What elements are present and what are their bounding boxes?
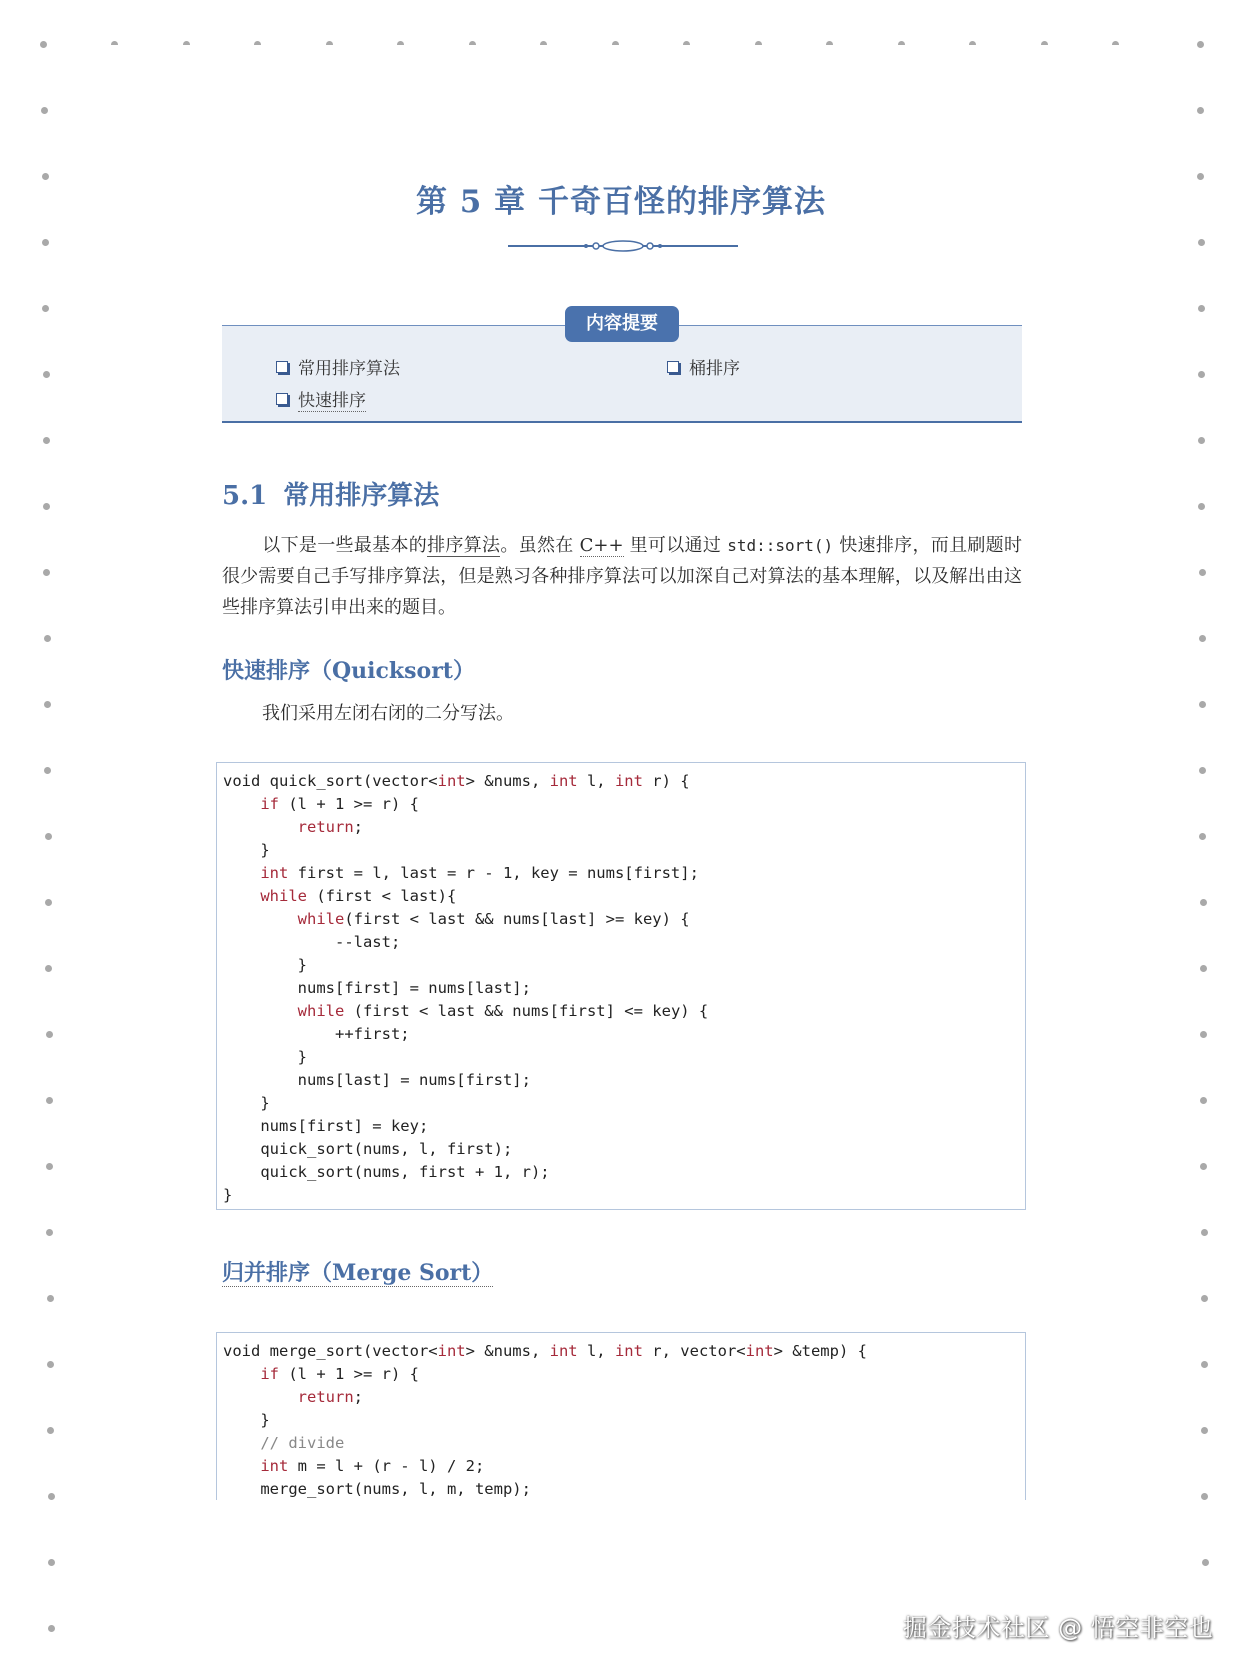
code-line	[223, 1409, 1019, 1432]
binder-dot-icon	[1200, 899, 1207, 906]
code-text	[223, 1002, 298, 1020]
code-line	[223, 839, 1019, 862]
binder-dot-icon	[1199, 833, 1206, 840]
binder-dot-icon	[48, 1493, 55, 1500]
code-text: (first < last && nums[last] >= key) {	[344, 910, 690, 928]
binder-dot-icon	[755, 41, 762, 45]
text: 里可以通过	[623, 535, 728, 556]
code-text: ;	[353, 1388, 363, 1406]
code-keyword: int	[745, 1342, 774, 1360]
text: 以下是一些最基本的	[262, 535, 428, 556]
code-text: void merge_sort(vector<	[223, 1342, 438, 1360]
code-text: > &nums,	[465, 772, 550, 790]
code-keyword: int	[549, 1342, 578, 1360]
code-text: > &nums,	[465, 1342, 550, 1360]
code-line	[223, 1138, 1019, 1161]
code-text: (first < last && nums[first] <= key) {	[344, 1002, 709, 1020]
code-line	[223, 1092, 1019, 1115]
binder-dot-icon	[46, 1097, 53, 1104]
sorting-link[interactable]: 排序算法	[427, 535, 501, 556]
code-text	[223, 1434, 260, 1452]
binder-dot-icon	[1200, 965, 1207, 972]
code-text: first = l, last = r - 1, key = nums[first];	[288, 864, 699, 882]
binder-dot-icon	[397, 41, 404, 45]
code-text	[223, 887, 260, 905]
code-text: ;	[353, 818, 363, 836]
binder-dot-icon	[1201, 1427, 1208, 1434]
binder-dot-icon	[43, 371, 50, 378]
code-keyword: int	[437, 772, 466, 790]
binder-dot-icon	[1041, 41, 1048, 45]
mergesort-title-text[interactable]: 归并排序（Merge Sort）	[222, 1260, 494, 1286]
code-text	[223, 1365, 260, 1383]
code-text: nums[first] = nums[last];	[223, 979, 531, 997]
binder-dot-icon	[44, 701, 51, 708]
binder-dot-icon	[1200, 1031, 1207, 1038]
summary-item[interactable]	[276, 386, 366, 412]
code-line	[223, 1455, 1019, 1478]
binder-dot-icon	[1112, 41, 1119, 45]
quicksort-code-block	[216, 762, 1026, 1210]
code-keyword: int	[549, 772, 578, 790]
intro-paragraph	[222, 530, 1022, 623]
mergesort-title	[222, 1256, 493, 1287]
binder-dot-icon	[41, 107, 48, 114]
code-text: l,	[577, 1342, 615, 1360]
code-line	[223, 954, 1019, 977]
binder-dot-icon	[1198, 239, 1205, 246]
code-keyword: return	[297, 1388, 354, 1406]
code-text: }	[223, 1411, 270, 1429]
binder-dot-icon	[1202, 1559, 1209, 1566]
ornament-divider-icon	[508, 238, 738, 254]
chapter-title: 第 5 章 千奇百怪的排序算法	[416, 184, 826, 220]
binder-dot-icon	[1198, 371, 1205, 378]
binder-dot-icon	[47, 1361, 54, 1368]
binder-dot-icon	[1197, 107, 1204, 114]
code-line	[223, 1000, 1019, 1023]
binder-dot-icon	[43, 569, 50, 576]
binder-dot-icon	[1198, 503, 1205, 510]
code-text: nums[last] = nums[first];	[223, 1071, 531, 1089]
binder-dot-icon	[48, 1625, 55, 1632]
code-line	[223, 816, 1019, 839]
binder-dot-icon	[45, 965, 52, 972]
code-text	[223, 864, 260, 882]
mergesort-code-block	[216, 1332, 1026, 1500]
code-line	[223, 770, 1019, 793]
binder-dot-icon	[1198, 437, 1205, 444]
code-text: r) {	[642, 772, 690, 790]
code-text: r, vector<	[642, 1342, 746, 1360]
code-text: ++first;	[223, 1025, 410, 1043]
binder-dot-icon	[183, 41, 190, 45]
section-title	[222, 475, 439, 512]
binder-dot-icon	[1199, 701, 1206, 708]
code-text: quick_sort(nums, first + 1, r);	[223, 1163, 550, 1181]
binder-dot-icon	[254, 41, 261, 45]
code-line	[223, 793, 1019, 816]
summary-item-label: 快速排序	[298, 386, 366, 412]
code-text: }	[223, 841, 270, 859]
code-text: }	[223, 1186, 233, 1204]
binder-dot-icon	[47, 1295, 54, 1302]
binder-dot-icon	[45, 899, 52, 906]
watermark: 掘金技术社区 @ 悟空非空也	[903, 1614, 1214, 1642]
code-text: quick_sort(nums, l, first);	[223, 1140, 513, 1158]
code-line	[223, 1340, 1019, 1363]
code-keyword: return	[297, 818, 354, 836]
binder-dot-icon	[46, 1031, 53, 1038]
code-text: (l + 1 >= r) {	[279, 1365, 419, 1383]
code-keyword: if	[260, 795, 279, 813]
code-line	[223, 977, 1019, 1000]
code-line	[223, 1386, 1019, 1409]
binder-dot-icon	[1199, 569, 1206, 576]
code-text: }	[223, 1048, 307, 1066]
summary-item[interactable]	[276, 354, 400, 379]
binder-dot-icon	[46, 1229, 53, 1236]
binder-dot-icon	[1198, 305, 1205, 312]
code-line	[223, 1478, 1019, 1501]
checkbox-icon	[276, 393, 288, 405]
binder-dot-icon	[1199, 767, 1206, 774]
binder-dot-icon	[1201, 1229, 1208, 1236]
text: 快速排序，而且刷题时很少需要自己手写排序算法，但是熟习各种排序算法可以加深自己对算法的基本理解，以及解出由这些排序算法引申出来的题目。	[222, 535, 1022, 618]
binder-dot-icon	[40, 41, 47, 48]
binder-dot-icon	[898, 41, 905, 45]
checkbox-icon	[276, 361, 288, 373]
summary-item-label: 常用排序算法	[298, 359, 400, 379]
code-text: }	[223, 1094, 270, 1112]
text: 我们采用左闭右闭的二分写法。	[262, 703, 514, 724]
code-text	[223, 795, 260, 813]
code-comment: // divide	[260, 1434, 345, 1452]
binder-dot-icon	[1201, 1361, 1208, 1368]
code-line	[223, 862, 1019, 885]
code-text: }	[223, 956, 307, 974]
binder-dot-icon	[44, 635, 51, 642]
binder-dot-icon	[45, 833, 52, 840]
code-line	[223, 1363, 1019, 1386]
code-text: void quick_sort(vector<	[223, 772, 438, 790]
binder-dot-icon	[43, 437, 50, 444]
code-line	[223, 1161, 1019, 1184]
binder-dot-icon	[469, 41, 476, 45]
binder-dot-icon	[48, 1559, 55, 1566]
code-keyword: int	[437, 1342, 466, 1360]
code-line	[223, 1184, 1019, 1207]
code-keyword: while	[297, 1002, 345, 1020]
code-keyword: int	[260, 864, 289, 882]
binder-dot-icon	[969, 41, 976, 45]
cpp-link[interactable]: C++	[579, 535, 624, 556]
code-keyword: while	[297, 910, 345, 928]
checkbox-icon	[667, 361, 679, 373]
section-title-text: 常用排序算法	[283, 481, 440, 511]
code-line	[223, 1046, 1019, 1069]
text: 。虽然在	[500, 535, 580, 556]
code-keyword: int	[260, 1457, 289, 1475]
binder-dot-icon	[683, 41, 690, 45]
code-text: > &temp) {	[773, 1342, 867, 1360]
binder-dot-icon	[43, 503, 50, 510]
code-text	[223, 910, 298, 928]
code-text: l,	[577, 772, 615, 790]
binder-dot-icon	[540, 41, 547, 45]
binder-dot-icon	[326, 41, 333, 45]
binder-dot-icon	[1201, 1295, 1208, 1302]
binder-dot-icon	[1199, 635, 1206, 642]
binder-dot-icon	[1201, 1493, 1208, 1500]
code-text: m = l + (r - l) / 2;	[288, 1457, 485, 1475]
quicksort-description	[222, 698, 1022, 729]
binder-dot-icon	[1200, 1163, 1207, 1170]
binder-dot-icon	[42, 239, 49, 246]
summary-item-label: 桶排序	[689, 359, 740, 379]
binder-dot-icon	[1197, 41, 1204, 48]
code-text: (l + 1 >= r) {	[279, 795, 419, 813]
code-text: nums[first] = key;	[223, 1117, 429, 1135]
summary-tag: 内容提要	[565, 306, 679, 342]
binder-dot-icon	[46, 1163, 53, 1170]
code-keyword: int	[614, 772, 643, 790]
code-line	[223, 908, 1019, 931]
quicksort-title: 快速排序（Quicksort）	[222, 658, 475, 684]
code-line	[223, 1432, 1019, 1455]
code-keyword: while	[260, 887, 307, 905]
code-text	[223, 1457, 260, 1475]
code-keyword: int	[614, 1342, 643, 1360]
summary-item[interactable]	[667, 354, 740, 379]
code-line	[223, 1023, 1019, 1046]
binder-dot-icon	[111, 41, 118, 45]
code-line	[223, 1115, 1019, 1138]
code-text	[223, 1388, 298, 1406]
code-line	[223, 931, 1019, 954]
code-line	[223, 1069, 1019, 1092]
inline-code: std::sort()	[727, 536, 834, 555]
binder-dot-icon	[44, 767, 51, 774]
section-number: 5.1	[222, 481, 268, 511]
binder-dot-icon	[42, 305, 49, 312]
binder-dot-icon	[47, 1427, 54, 1434]
code-text: merge_sort(nums, l, m, temp);	[223, 1480, 531, 1498]
code-text: --last;	[223, 933, 401, 951]
code-text: (first < last){	[307, 887, 457, 905]
binder-dot-icon	[1200, 1097, 1207, 1104]
binder-dot-icon	[826, 41, 833, 45]
code-keyword: if	[260, 1365, 279, 1383]
binder-dot-icon	[612, 41, 619, 45]
code-text	[223, 818, 298, 836]
code-line	[223, 885, 1019, 908]
